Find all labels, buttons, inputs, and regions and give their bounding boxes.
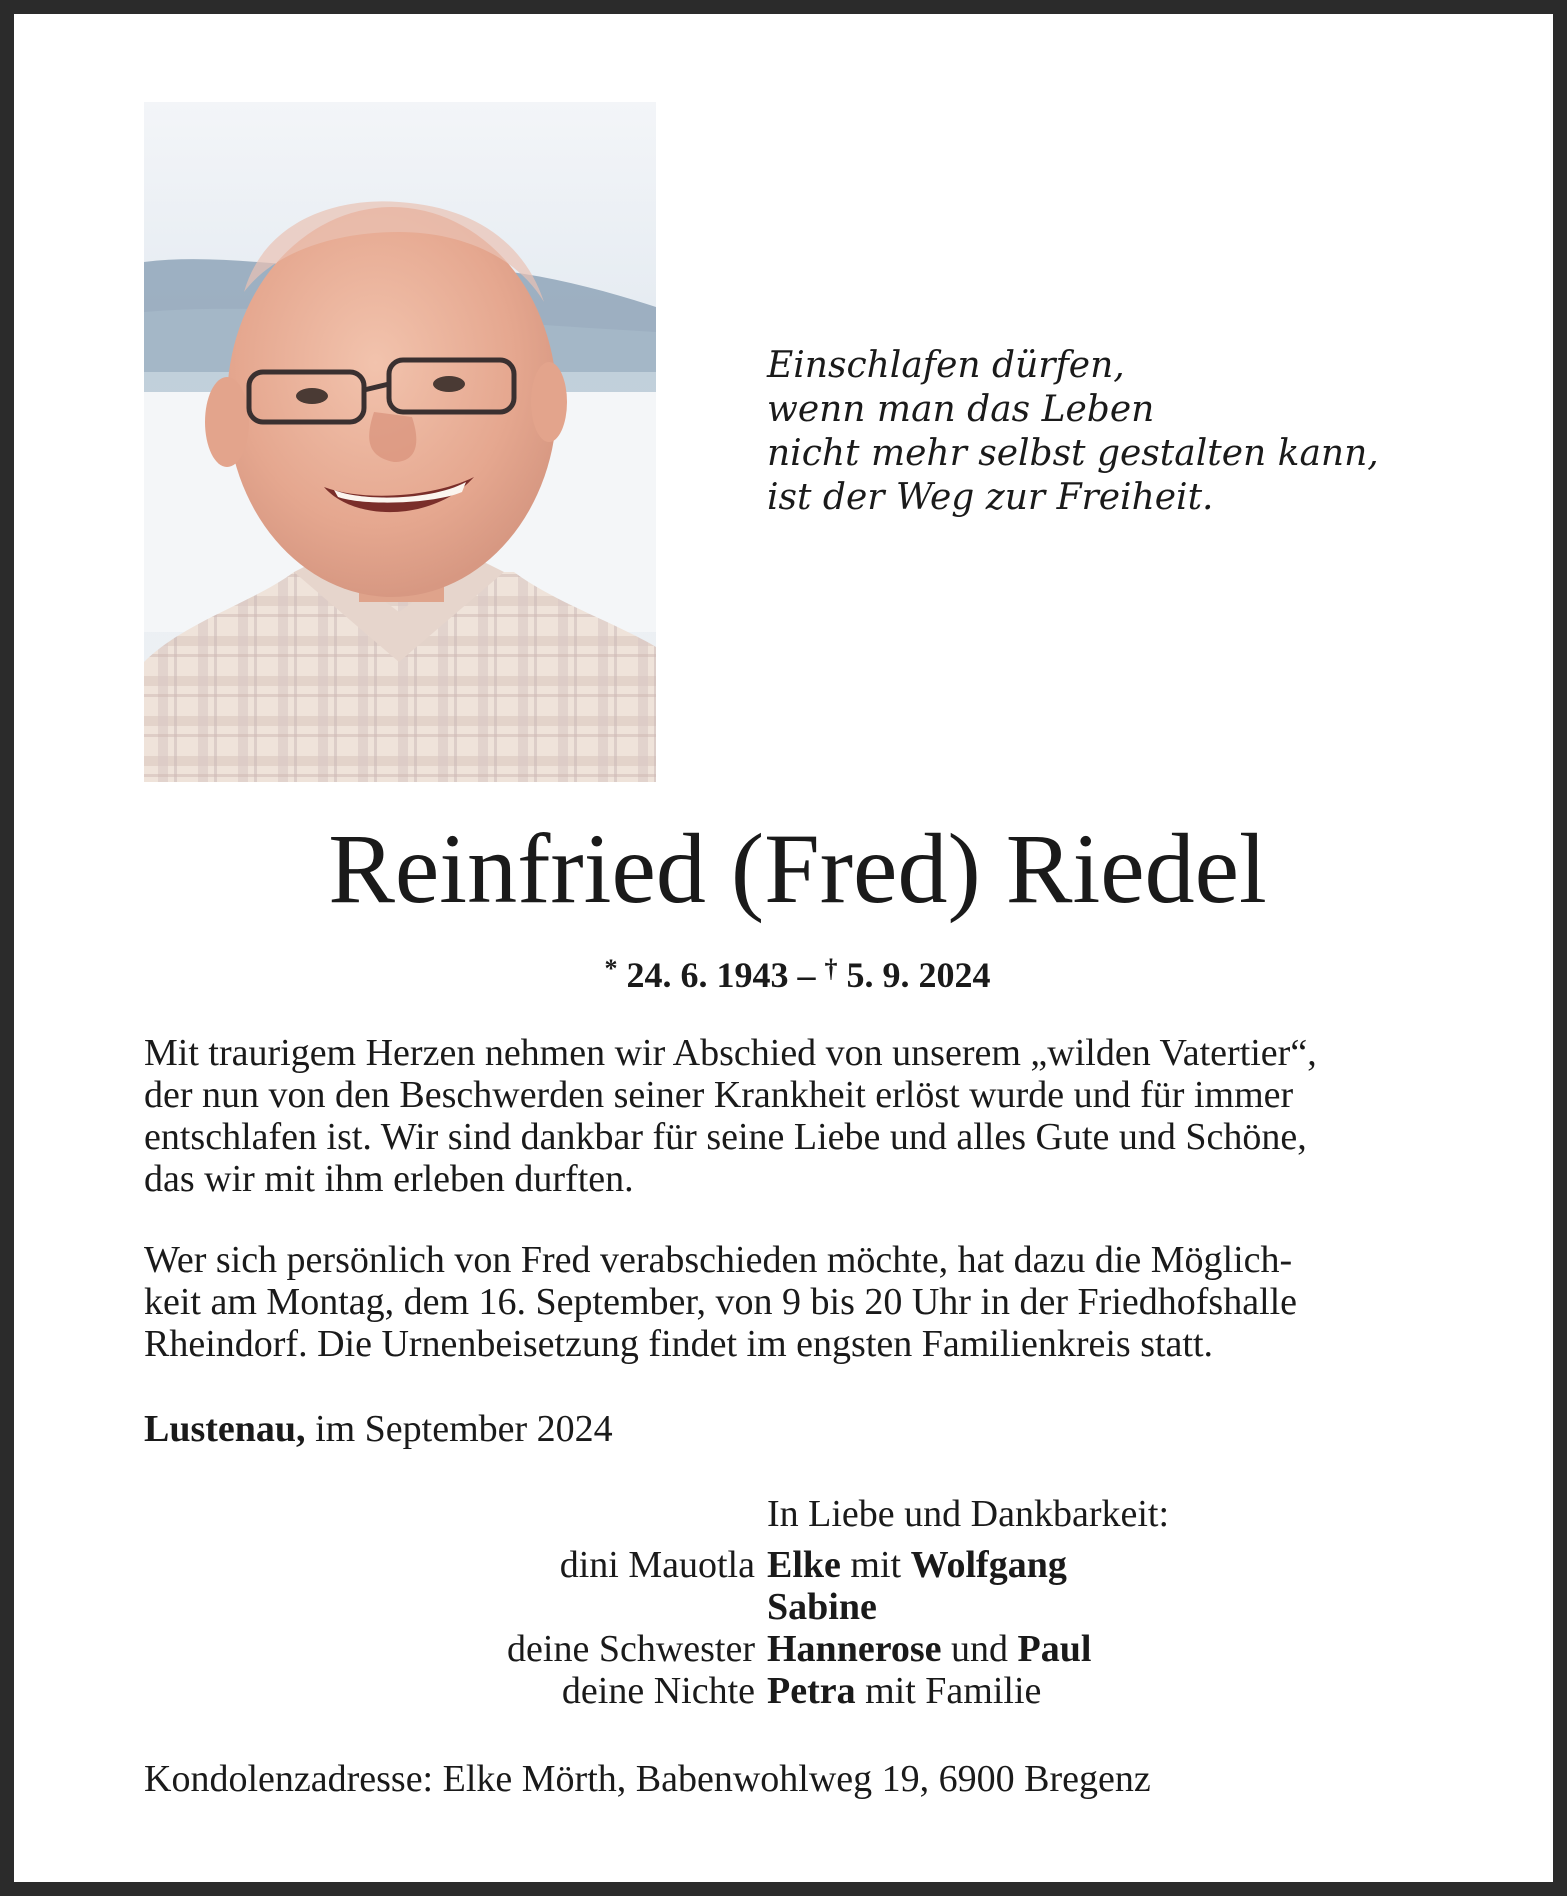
birth-date: 24. 6. 1943 [626, 955, 789, 995]
deceased-name: Reinfried (Fred) Riedel [328, 813, 1267, 924]
date-separator: – [797, 955, 816, 995]
death-mark: † [824, 954, 838, 983]
paragraph-line: Wer sich persönlich von Fred verabschieden möchte, hat dazu die Möglich- [144, 1239, 1293, 1281]
place-and-date [144, 1407, 613, 1451]
family-name: Sabine [767, 1586, 877, 1628]
death-date: 5. 9. 2024 [846, 955, 991, 995]
paragraph-line: Rheindorf. Die Urnenbeisetzung findet im engsten Familienkreis statt. [144, 1323, 1214, 1365]
family-joiner: und [951, 1628, 1009, 1670]
family-name: Wolfgang [910, 1544, 1067, 1586]
family-row [14, 1670, 1567, 1712]
life-dates [14, 947, 1567, 997]
family-names [767, 1670, 1041, 1712]
family-relation: deine Schwester [507, 1628, 755, 1670]
family-name: Petra [767, 1670, 856, 1712]
portrait-photo [144, 102, 656, 782]
family-list [14, 1544, 1567, 1712]
poem-line: nicht mehr selbst gestalten kann, [767, 433, 1379, 474]
family-name: Hannerose [767, 1628, 942, 1670]
poem-line: Einschlafen dürfen, [767, 345, 1125, 386]
place-date: im September 2024 [315, 1408, 613, 1450]
family-names [767, 1544, 1067, 1586]
signoff: In Liebe und Dankbarkeit: [767, 1493, 1170, 1535]
paragraph-line: entschlafen ist. Wir sind dankbar für seine Liebe und alles Gute und Schöne, [144, 1116, 1307, 1158]
family-row [14, 1544, 1567, 1586]
family-name: Paul [1017, 1628, 1092, 1670]
family-row [14, 1628, 1567, 1670]
family-row [14, 1586, 1567, 1628]
family-name: Elke [767, 1544, 841, 1586]
family-suffix: mit Familie [865, 1670, 1042, 1712]
condolence-address: Kondolenzadresse: Elke Mörth, Babenwohlweg 19, 6900 Bregenz [144, 1758, 1151, 1800]
viewing-paragraph [144, 1239, 1454, 1365]
place-city: Lustenau, [144, 1408, 306, 1450]
paragraph-line: Mit traurigem Herzen nehmen wir Abschied von unserem „wilden Vatertier“, [144, 1032, 1317, 1074]
family-names [767, 1586, 877, 1628]
family-names [767, 1628, 1091, 1670]
paragraph-line: der nun von den Beschwerden seiner Krankheit erlöst wurde und für immer [144, 1074, 1294, 1116]
family-relation: deine Nichte [561, 1670, 755, 1712]
poem-line: wenn man das Leben [767, 389, 1155, 430]
paragraph-line: keit am Montag, dem 16. September, von 9 bis 20 Uhr in der Friedhofshalle [144, 1281, 1298, 1323]
birth-mark: * [604, 954, 618, 983]
poem [767, 344, 1487, 520]
farewell-paragraph [144, 1032, 1454, 1200]
family-joiner: mit [850, 1544, 902, 1586]
paragraph-line: das wir mit ihm erleben durften. [144, 1158, 634, 1200]
family-relation: dini Mauotla [559, 1544, 755, 1586]
poem-line: ist der Weg zur Freiheit. [767, 477, 1214, 518]
